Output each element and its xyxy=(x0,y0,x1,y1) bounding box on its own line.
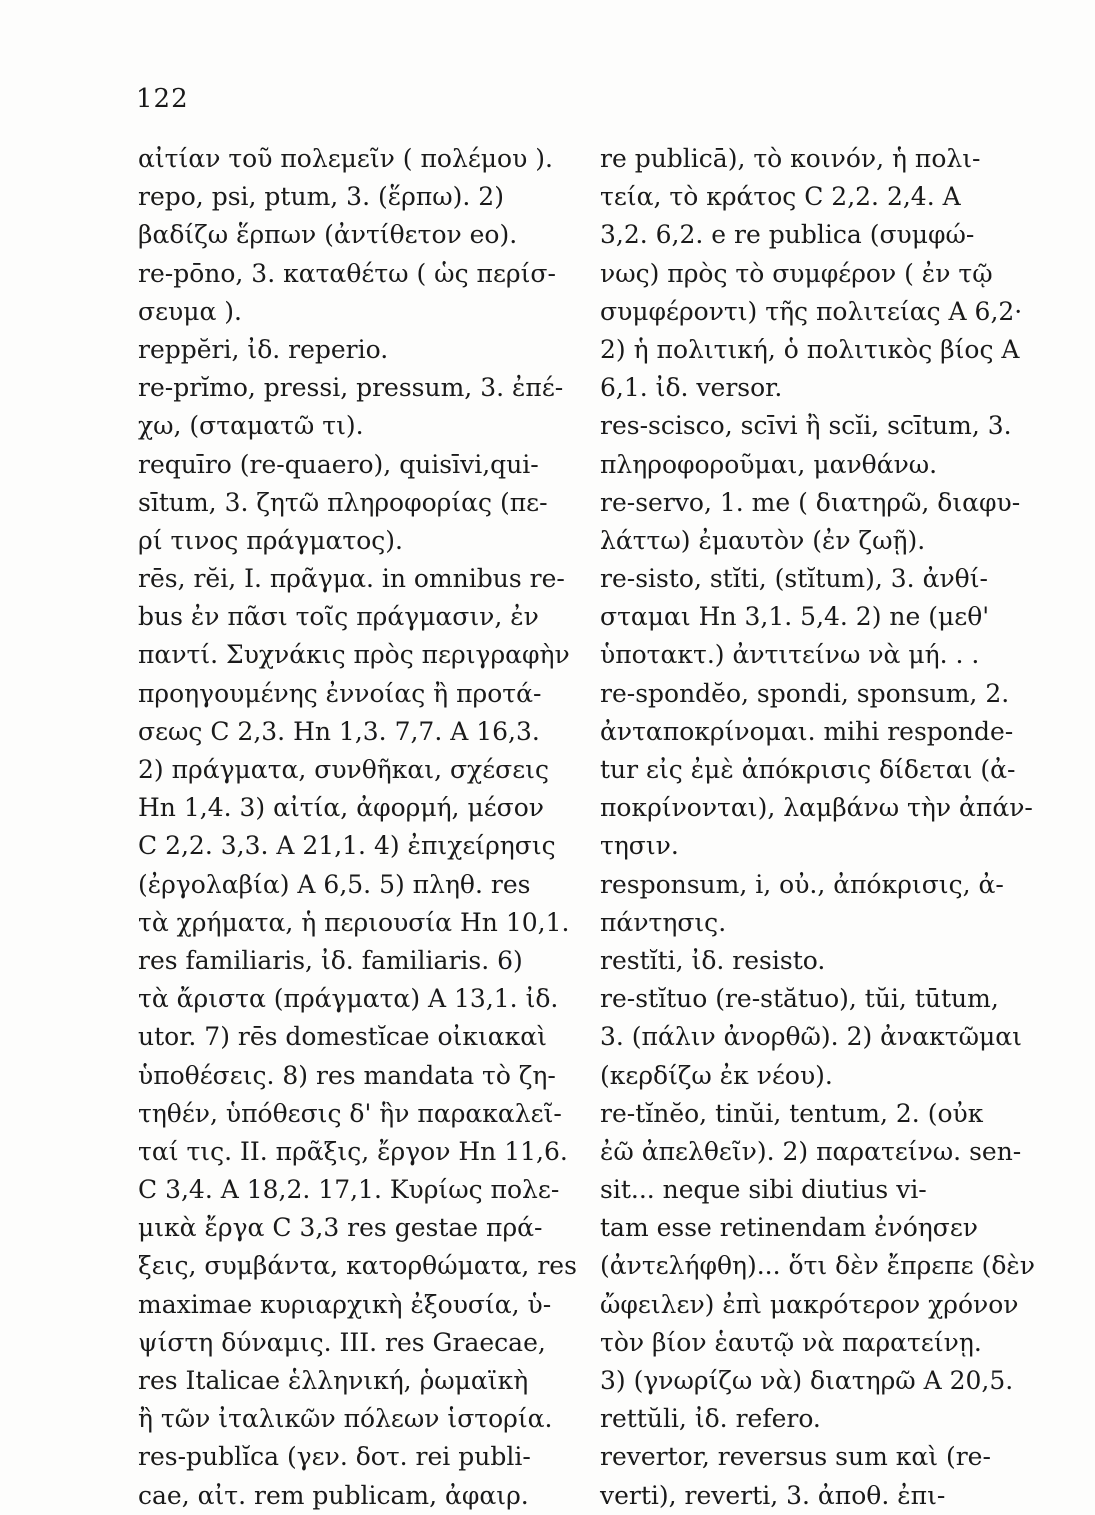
text-line: 6,1. ἰδ. versor. xyxy=(600,373,783,403)
text-line: ρί τινος πράγματος). xyxy=(138,525,403,555)
text-line: tur εἰς ἐμὲ ἀπόκρισις δίδεται (ἀ- xyxy=(600,755,1016,784)
page-number: 122 xyxy=(136,84,189,114)
text-line: συμφέροντι) τῆς πολιτείας A 6,2· xyxy=(600,296,1023,326)
text-line: ἐῶ ἀπελθεῖν). 2) παρατείνω. sen- xyxy=(600,1136,1022,1166)
text-line: ψίστη δύναμις. III. res Graecae, xyxy=(138,1327,546,1357)
text-line: C 2,2. 3,3. A 21,1. 4) ἐπιχείρησις xyxy=(138,831,556,861)
text-line: τὸν βίον ἑαυτῷ νὰ παρατείνῃ. xyxy=(600,1327,982,1357)
text-line: ὑποτακτ.) ἀντιτείνω νὰ μή. . . xyxy=(600,640,980,670)
text-line: σεως C 2,3. Hn 1,3. 7,7. A 16,3. xyxy=(138,716,540,746)
text-line: λάττω) ἐμαυτὸν (ἐν ζωῇ). xyxy=(600,525,926,555)
text-line: αἰτίαν τοῦ πολεμεῖν ( πολέμου ). xyxy=(138,144,553,173)
text-line: re-pōno, 3. καταθέτω ( ὡς περίσ- xyxy=(138,258,556,288)
text-line: (κερδίζω ἐκ νέου). xyxy=(600,1060,833,1090)
text-line: χω, (σταματῶ τι). xyxy=(138,411,364,441)
text-line: res-publĭca (γεν. δοτ. rei publi- xyxy=(138,1442,531,1472)
text-line: πάντησις. xyxy=(600,907,727,937)
text-line: πληροφοροῦμαι, μανθάνω. xyxy=(600,449,938,479)
text-line: βαδίζω ἕρπων (ἀντίθετον eo). xyxy=(138,220,518,250)
text-line: utor. 7) rēs domestĭcae οἰκιακαὶ xyxy=(138,1022,547,1052)
text-line: 3,2. 6,2. e re publica (συμφώ- xyxy=(600,220,975,250)
text-line: re-prĭmo, pressi, pressum, 3. ἐπέ- xyxy=(138,373,564,403)
text-line: τὰ ἄριστα (πράγματα) A 13,1. ἰδ. xyxy=(138,984,559,1014)
text-line: 2) πράγματα, συνθῆκαι, σχέσεις xyxy=(138,755,549,784)
text-line: cae, αἰτ. rem publicam, ἀφαιρ. xyxy=(138,1480,529,1510)
text-line: re-tĭnĕo, tinŭi, tentum, 2. (οὐκ xyxy=(600,1098,984,1128)
text-line: repo, psi, ptum, 3. (ἕρπω). 2) xyxy=(138,182,504,212)
right-column xyxy=(600,140,1060,1515)
text-line: ἢ τῶν ἰταλικῶν πόλεων ἱστορία. xyxy=(138,1404,553,1434)
text-line: νως) πρὸς τὸ συμφέρον ( ἐν τῷ xyxy=(600,258,993,288)
text-line: re-spondĕo, spondi, sponsum, 2. xyxy=(600,678,1010,708)
text-line: verti), reverti, 3. ἀποθ. ἐπι- xyxy=(600,1480,946,1510)
text-line: ποκρίνονται), λαμβάνω τὴν ἀπάν- xyxy=(600,793,1033,823)
text-line: bus ἐν πᾶσι τοῖς πράγμασιν, ἐν xyxy=(138,602,539,632)
text-line: reppĕri, ἰδ. reperio. xyxy=(138,334,389,364)
text-line: sit... neque sibi diutius vi- xyxy=(600,1175,927,1205)
text-line: re publicā), τὸ κοινόν, ἡ πολι- xyxy=(600,144,981,173)
text-line: C 3,4. A 18,2. 17,1. Κυρίως πολε- xyxy=(138,1175,560,1205)
text-line: ὑποθέσεις. 8) res mandata τὸ ζη- xyxy=(138,1060,556,1090)
text-line: revertor, reversus sum καὶ (re- xyxy=(600,1442,991,1472)
text-line: re-sisto, stĭti, (stĭtum), 3. ἀνθί- xyxy=(600,564,988,594)
text-line: τησιν. xyxy=(600,831,679,861)
text-line: μικὰ ἔργα C 3,3 res gestae πρά- xyxy=(138,1213,543,1243)
text-line: σευμα ). xyxy=(138,296,242,326)
text-line: tam esse retinendam ἐνόησεν xyxy=(600,1213,979,1243)
text-line: 3) (γνωρίζω νὰ) διατηρῶ A 20,5. xyxy=(600,1366,1014,1395)
text-line: σταμαι Hn 3,1. 5,4. 2) ne (μεθ' xyxy=(600,602,990,632)
text-line: τηθέν, ὑπόθεσις δ' ἣν παρακαλεῖ- xyxy=(138,1098,562,1128)
text-line: (ἀντελήφθη)... ὅτι δὲν ἔπρεπε (δὲν xyxy=(600,1251,1035,1281)
text-line: maximae κυριαρχικὴ ἐξουσία, ὑ- xyxy=(138,1289,552,1319)
text-line: res-scisco, scīvi ἢ scĭi, scītum, 3. xyxy=(600,411,1012,441)
text-line: responsum, i, οὐ., ἀπόκρισις, ἀ- xyxy=(600,869,1004,899)
text-line: παντί. Συχνάκις πρὸς περιγραφὴν xyxy=(138,640,570,670)
text-line: res familiaris, ἰδ. familiaris. 6) xyxy=(138,945,523,975)
text-line: rettŭli, ἰδ. refero. xyxy=(600,1404,821,1434)
text-line: τεία, τὸ κράτος C 2,2. 2,4. A xyxy=(600,182,961,212)
left-column xyxy=(138,140,578,1515)
text-line: rēs, rĕi, I. πρᾶγμα. in omnibus re- xyxy=(138,564,565,594)
text-line: 2) ἡ πολιτική, ὁ πολιτικὸς βίος A xyxy=(600,334,1020,364)
text-line: (ἐργολαβία) A 6,5. 5) πληθ. res xyxy=(138,869,531,899)
text-line: restĭti, ἰδ. resisto. xyxy=(600,945,826,975)
text-line: 3. (πάλιν ἀνορθῶ). 2) ἀνακτῶμαι xyxy=(600,1022,1022,1052)
text-line: sītum, 3. ζητῶ πληροφορίας (πε- xyxy=(138,487,548,517)
text-line: προηγουμένης ἐννοίας ἢ προτά- xyxy=(138,678,542,708)
text-line: ταί τις. II. πρᾶξις, ἔργον Hn 11,6. xyxy=(138,1136,568,1166)
text-line: ἀνταποκρίνομαι. mihi responde- xyxy=(600,716,1014,746)
text-line: res Italicae ἑλληνική, ῥωμαϊκὴ xyxy=(138,1366,529,1395)
text-line: requīro (re-quaero), quisīvi,qui- xyxy=(138,449,539,479)
text-line: re-stĭtuo (re-stătuo), tŭi, tūtum, xyxy=(600,984,999,1014)
text-line: ὤφειλεν) ἐπὶ μακρότερον χρόνον xyxy=(600,1289,1019,1319)
text-line: re-servo, 1. me ( διατηρῶ, διαφυ- xyxy=(600,487,1021,517)
text-line: τὰ χρήματα, ἡ περιουσία Hn 10,1. xyxy=(138,907,570,937)
text-line: Hn 1,4. 3) αἰτία, ἀφορμή, μέσον xyxy=(138,793,544,823)
text-line: ξεις, συμβάντα, κατορθώματα, res xyxy=(138,1251,577,1281)
